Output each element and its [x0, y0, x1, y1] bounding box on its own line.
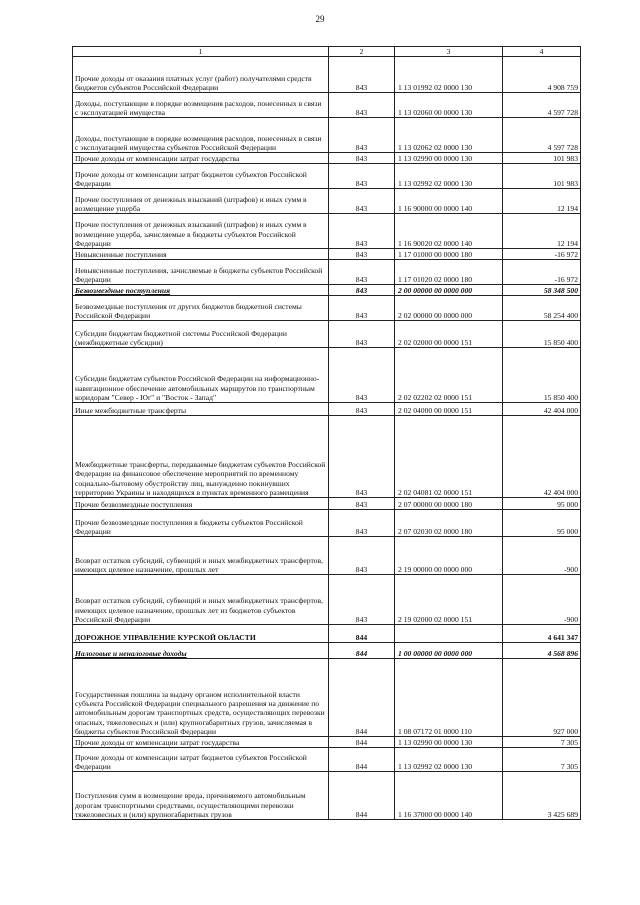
row-code-cell: 843 [329, 285, 395, 296]
row-kbk-cell: 1 13 02060 00 0000 130 [395, 93, 503, 118]
row-code-cell: 843 [329, 57, 395, 93]
row-kbk-cell: 1 13 02990 00 0000 130 [395, 153, 503, 164]
row-kbk-cell: 1 16 90000 00 0000 140 [395, 189, 503, 214]
row-code-cell: 844 [329, 625, 395, 643]
row-sum-cell: 101 983 [503, 164, 581, 189]
row-code-cell: 843 [329, 118, 395, 153]
row-name-cell: Прочие доходы от компенсации затрат государства [73, 153, 329, 164]
row-sum-cell: 4 641 347 [503, 625, 581, 643]
row-kbk-cell: 1 16 37000 00 0000 140 [395, 772, 503, 820]
row-sum-cell: 3 425 689 [503, 772, 581, 820]
table-row [73, 659, 581, 737]
row-name-cell: Иные межбюджетные трансферты [73, 403, 329, 416]
table-header-row [73, 47, 581, 57]
row-code-cell: 843 [329, 575, 395, 625]
column-header-4: 4 [503, 47, 581, 57]
row-name-cell: Возврат остатков субсидий, субвенций и иных межбюджетных трансфертов, имеющих целевое назначение, прошлых лет из бюджетов субъектов Российской Федерации [73, 575, 329, 625]
row-sum-cell: 95 000 [503, 498, 581, 510]
row-sum-cell: 15 850 400 [503, 321, 581, 348]
row-name-cell: Прочие доходы от компенсации затрат бюджетов субъектов Российской Федерации [73, 748, 329, 772]
table-row [73, 118, 581, 153]
row-kbk-cell: 2 19 02000 02 0000 151 [395, 575, 503, 625]
row-sum-cell: 58 348 500 [503, 285, 581, 296]
row-code-cell: 844 [329, 643, 395, 659]
row-kbk-cell: 2 00 00000 00 0000 000 [395, 285, 503, 296]
column-header-3: 3 [395, 47, 503, 57]
row-sum-cell: 4 597 728 [503, 93, 581, 118]
row-sum-cell: 12 194 [503, 214, 581, 249]
row-code-cell: 843 [329, 348, 395, 403]
row-kbk-cell [395, 625, 503, 643]
page-number: 29 [315, 14, 325, 24]
revenue-table [72, 46, 581, 820]
row-name-cell: Безвозмездные поступления [73, 285, 329, 296]
table-row [73, 537, 581, 575]
row-code-cell: 843 [329, 153, 395, 164]
table-row [73, 189, 581, 214]
table-row [73, 285, 581, 296]
row-code-cell: 844 [329, 748, 395, 772]
row-kbk-cell: 1 13 02992 02 0000 130 [395, 748, 503, 772]
row-name-cell: Прочие безвозмездные поступления в бюджеты субъектов Российской Федерации [73, 510, 329, 537]
table-row [73, 737, 581, 748]
row-kbk-cell: 1 13 02990 00 0000 130 [395, 737, 503, 748]
row-code-cell: 843 [329, 510, 395, 537]
row-name-cell: Доходы, поступающие в порядке возмещения расходов, понесенных в связи с эксплуатацией имущества [73, 93, 329, 118]
table-body [73, 57, 581, 820]
row-code-cell: 844 [329, 737, 395, 748]
row-kbk-cell: 1 00 00000 00 0000 000 [395, 643, 503, 659]
row-name-cell: Невыясненные поступления [73, 249, 329, 260]
row-kbk-cell: 1 13 01992 02 0000 130 [395, 57, 503, 93]
row-code-cell: 843 [329, 214, 395, 249]
row-name-cell: Прочие доходы от компенсации затрат бюджетов субъектов Российской Федерации [73, 164, 329, 189]
table-row [73, 510, 581, 537]
row-sum-cell: 7 305 [503, 737, 581, 748]
row-sum-cell: 95 000 [503, 510, 581, 537]
row-sum-cell: 15 850 400 [503, 348, 581, 403]
table-row [73, 249, 581, 260]
table-row [73, 93, 581, 118]
row-sum-cell: 42 404 000 [503, 416, 581, 498]
table-row [73, 153, 581, 164]
row-kbk-cell: 1 17 01000 00 0000 180 [395, 249, 503, 260]
row-code-cell: 843 [329, 321, 395, 348]
table-row [73, 416, 581, 498]
table-row [73, 214, 581, 249]
row-kbk-cell: 2 02 02202 02 0000 151 [395, 348, 503, 403]
row-kbk-cell: 2 07 00000 00 0000 180 [395, 498, 503, 510]
row-kbk-cell: 2 07 02030 02 0000 180 [395, 510, 503, 537]
row-sum-cell: -16 972 [503, 249, 581, 260]
row-sum-cell: -16 972 [503, 260, 581, 285]
row-sum-cell: 42 404 000 [503, 403, 581, 416]
row-kbk-cell: 1 16 90020 02 0000 140 [395, 214, 503, 249]
row-code-cell: 843 [329, 403, 395, 416]
table-row [73, 321, 581, 348]
row-sum-cell: 4 908 759 [503, 57, 581, 93]
table-row [73, 643, 581, 659]
table-row [73, 748, 581, 772]
row-name-cell: Поступления сумм в возмещение вреда, причиняемого автомобильным дорогам транспортными средствами, осуществляющими перевозки тяжеловесных и (или) крупногабаритных грузов [73, 772, 329, 820]
table-row [73, 296, 581, 321]
row-code-cell: 843 [329, 296, 395, 321]
column-header-1: 1 [73, 47, 329, 57]
row-code-cell: 843 [329, 249, 395, 260]
row-kbk-cell: 1 17 01020 02 0000 180 [395, 260, 503, 285]
table-row [73, 260, 581, 285]
row-name-cell: Государственная пошлина за выдачу органом исполнительной власти субъекта Российской Федерации специального разрешения на движение по автомобильным дорогам транспортных средств, осуществляющих перевозки опасных, тяжеловесных и (или) крупногабаритных грузов, зачисляемая в бюджеты субъектов Российской Федерации [73, 659, 329, 737]
row-name-cell: Доходы, поступающие в порядке возмещения расходов, понесенных в связи с эксплуатацией имущества субъектов Российской Федерации [73, 118, 329, 153]
table-row [73, 348, 581, 403]
row-code-cell: 844 [329, 659, 395, 737]
row-sum-cell: 4 568 896 [503, 643, 581, 659]
row-sum-cell: -900 [503, 575, 581, 625]
row-kbk-cell: 2 02 04000 00 0000 151 [395, 403, 503, 416]
table-row [73, 772, 581, 820]
row-sum-cell: 4 597 728 [503, 118, 581, 153]
table-row [73, 625, 581, 643]
row-name-cell: Прочие доходы от компенсации затрат государства [73, 737, 329, 748]
row-sum-cell: 12 194 [503, 189, 581, 214]
row-name-cell: Безвозмездные поступления от других бюджетов бюджетной системы Российской Федерации [73, 296, 329, 321]
table-row [73, 57, 581, 93]
row-sum-cell: 58 254 400 [503, 296, 581, 321]
row-code-cell: 843 [329, 260, 395, 285]
table-row [73, 403, 581, 416]
row-name-cell: Прочие поступления от денежных взысканий (штрафов) и иных сумм в возмещение ущерба, зачисляемые в бюджеты субъектов Российской Федерации [73, 214, 329, 249]
row-name-cell: Налоговые и неналоговые доходы [73, 643, 329, 659]
row-name-cell: Межбюджетные трансферты, передаваемые бюджетам субъектов Российской Федерации на финансовое обеспечение мероприятий по временному социально-бытовому обустройству лиц, вынужденно покинувших территорию Украины и находящихся в пунктах временного размещения [73, 416, 329, 498]
row-kbk-cell: 1 13 02992 02 0000 130 [395, 164, 503, 189]
table-row [73, 575, 581, 625]
row-kbk-cell: 2 19 00000 00 0000 000 [395, 537, 503, 575]
row-kbk-cell: 2 02 02000 00 0000 151 [395, 321, 503, 348]
row-name-cell: Субсидии бюджетам бюджетной системы Российской Федерации (межбюджетные субсидии) [73, 321, 329, 348]
row-kbk-cell: 1 13 02062 02 0000 130 [395, 118, 503, 153]
table-row [73, 498, 581, 510]
column-header-2: 2 [329, 47, 395, 57]
row-code-cell: 843 [329, 93, 395, 118]
row-name-cell: Субсидии бюджетам субъектов Российской Федерации на информационно-навигационное обеспечение автомобильных маршрутов по транспортным коридорам "Север - Юг" и "Восток - Запад" [73, 348, 329, 403]
row-name-cell: Возврат остатков субсидий, субвенций и иных межбюджетных трансфертов, имеющих целевое назначение, прошлых лет [73, 537, 329, 575]
row-kbk-cell: 2 02 00000 00 0000 000 [395, 296, 503, 321]
row-sum-cell: 927 000 [503, 659, 581, 737]
row-sum-cell: -900 [503, 537, 581, 575]
row-name-cell: ДОРОЖНОЕ УПРАВЛЕНИЕ КУРСКОЙ ОБЛАСТИ [73, 625, 329, 643]
row-kbk-cell: 1 08 07172 01 0000 110 [395, 659, 503, 737]
row-sum-cell: 7 305 [503, 748, 581, 772]
row-name-cell: Прочие доходы от оказания платных услуг (работ) получателями средств бюджетов субъектов Российской Федерации [73, 57, 329, 93]
row-code-cell: 843 [329, 537, 395, 575]
row-code-cell: 843 [329, 498, 395, 510]
row-code-cell: 843 [329, 416, 395, 498]
row-name-cell: Невыясненные поступления, зачисляемые в бюджеты субъектов Российской Федерации [73, 260, 329, 285]
table-row [73, 164, 581, 189]
row-sum-cell: 101 983 [503, 153, 581, 164]
row-code-cell: 844 [329, 772, 395, 820]
row-code-cell: 843 [329, 164, 395, 189]
row-name-cell: Прочие поступления от денежных взысканий (штрафов) и иных сумм в возмещение ущерба [73, 189, 329, 214]
row-name-cell: Прочие безвозмездные поступления [73, 498, 329, 510]
row-kbk-cell: 2 02 04081 02 0000 151 [395, 416, 503, 498]
row-code-cell: 843 [329, 189, 395, 214]
